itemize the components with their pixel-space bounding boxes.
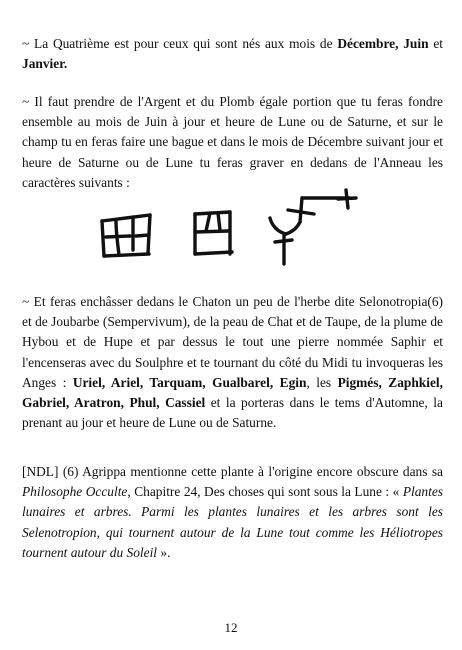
footnote-text: [NDL] (6) Agrippa mentionne cette plante à l'origine encore obscure dans sa	[22, 464, 443, 479]
angel-name: Gabriel	[22, 395, 66, 411]
footnote-text: , Chapitre 24, Des choses qui sont sous la Lune : «	[127, 484, 403, 500]
p3-sep: ,	[120, 395, 130, 411]
angel-name: Cassiel	[165, 395, 206, 411]
angel-name: Pigmés	[337, 374, 379, 390]
p3-sep: ,	[439, 374, 443, 390]
angel-name: Phul	[129, 395, 157, 411]
p3-sep: ,	[156, 395, 166, 411]
angel-name: Zaphkiel	[388, 374, 440, 390]
quotation: Plantes lunaires et arbres. Parmi les plantes lunaires et les arbres sont les Selenotropion, qui tournent autour de la Lune tout comme les Héliotropes tournent autour du Soleil	[22, 484, 443, 560]
p3-text: et la porteras dans le tems d'Automne, la prenant au jour et heure de Lune ou de Saturne.	[22, 395, 443, 431]
p1-sep: ,	[395, 36, 404, 51]
paragraph-consecration	[22, 292, 443, 433]
p3-sep: ,	[65, 395, 74, 411]
page-number: 12	[224, 620, 238, 635]
p3-sep: ,	[101, 374, 111, 390]
p3-sep: ,	[378, 374, 389, 390]
month-december: Décembre	[337, 36, 396, 51]
p1-end: .	[63, 56, 68, 72]
angel-name: Gualbarel	[212, 374, 270, 390]
sigil-two	[195, 212, 232, 254]
paragraph-ring-making: ~ Il faut prendre de l'Argent et du Plomb égale portion que tu feras fondre ensemble au mois de Juin à jour et heure de Lune ou de Saturne, et sur le champ tu en feras faire une bague et dans le mois de Décembre suivant jour et heure de Saturne ou de Lune tu feras graver en dedans de l'Anneau les caractères suivants :	[22, 94, 443, 190]
p1-sep: et	[428, 36, 443, 51]
p3-sep: ,	[269, 374, 280, 390]
footnote-text: ».	[157, 544, 171, 560]
angel-name: Aratron	[73, 395, 121, 411]
angel-name: Ariel	[110, 374, 140, 390]
sigil-three	[270, 190, 356, 264]
angel-name: Uriel	[72, 374, 102, 390]
angel-name: Tarquam,	[149, 374, 206, 390]
p1-text: ~ La Quatrième est pour ceux qui sont nés aux mois de	[22, 36, 338, 51]
angel-name: Egin	[279, 374, 307, 390]
book-title: Philosophe Occulte	[22, 484, 128, 500]
p3-text: ~ Et feras enchâsser dedans le Chaton un peu de l'herbe dite Selonotropia(6) et de Joubarbe (Sempervivum), de la peau de Chat et de Taupe, de la plume de Hybou et de Hupe et par dessus le tout une pierre nommée Saphir et l'encenseras avec du Soulphre et te tournant du côté du Midi tu invoqueras les Anges :	[22, 294, 443, 390]
month-january: Janvier	[22, 56, 64, 72]
paragraph-fourth-ring-months	[22, 34, 443, 74]
p3-sep: ,	[139, 374, 150, 390]
month-june: Juin	[403, 36, 429, 51]
sigil-one	[102, 215, 150, 256]
engraved-characters-figure	[92, 184, 382, 266]
p3-sep: , les	[306, 374, 338, 390]
footnote-editor	[22, 462, 443, 563]
